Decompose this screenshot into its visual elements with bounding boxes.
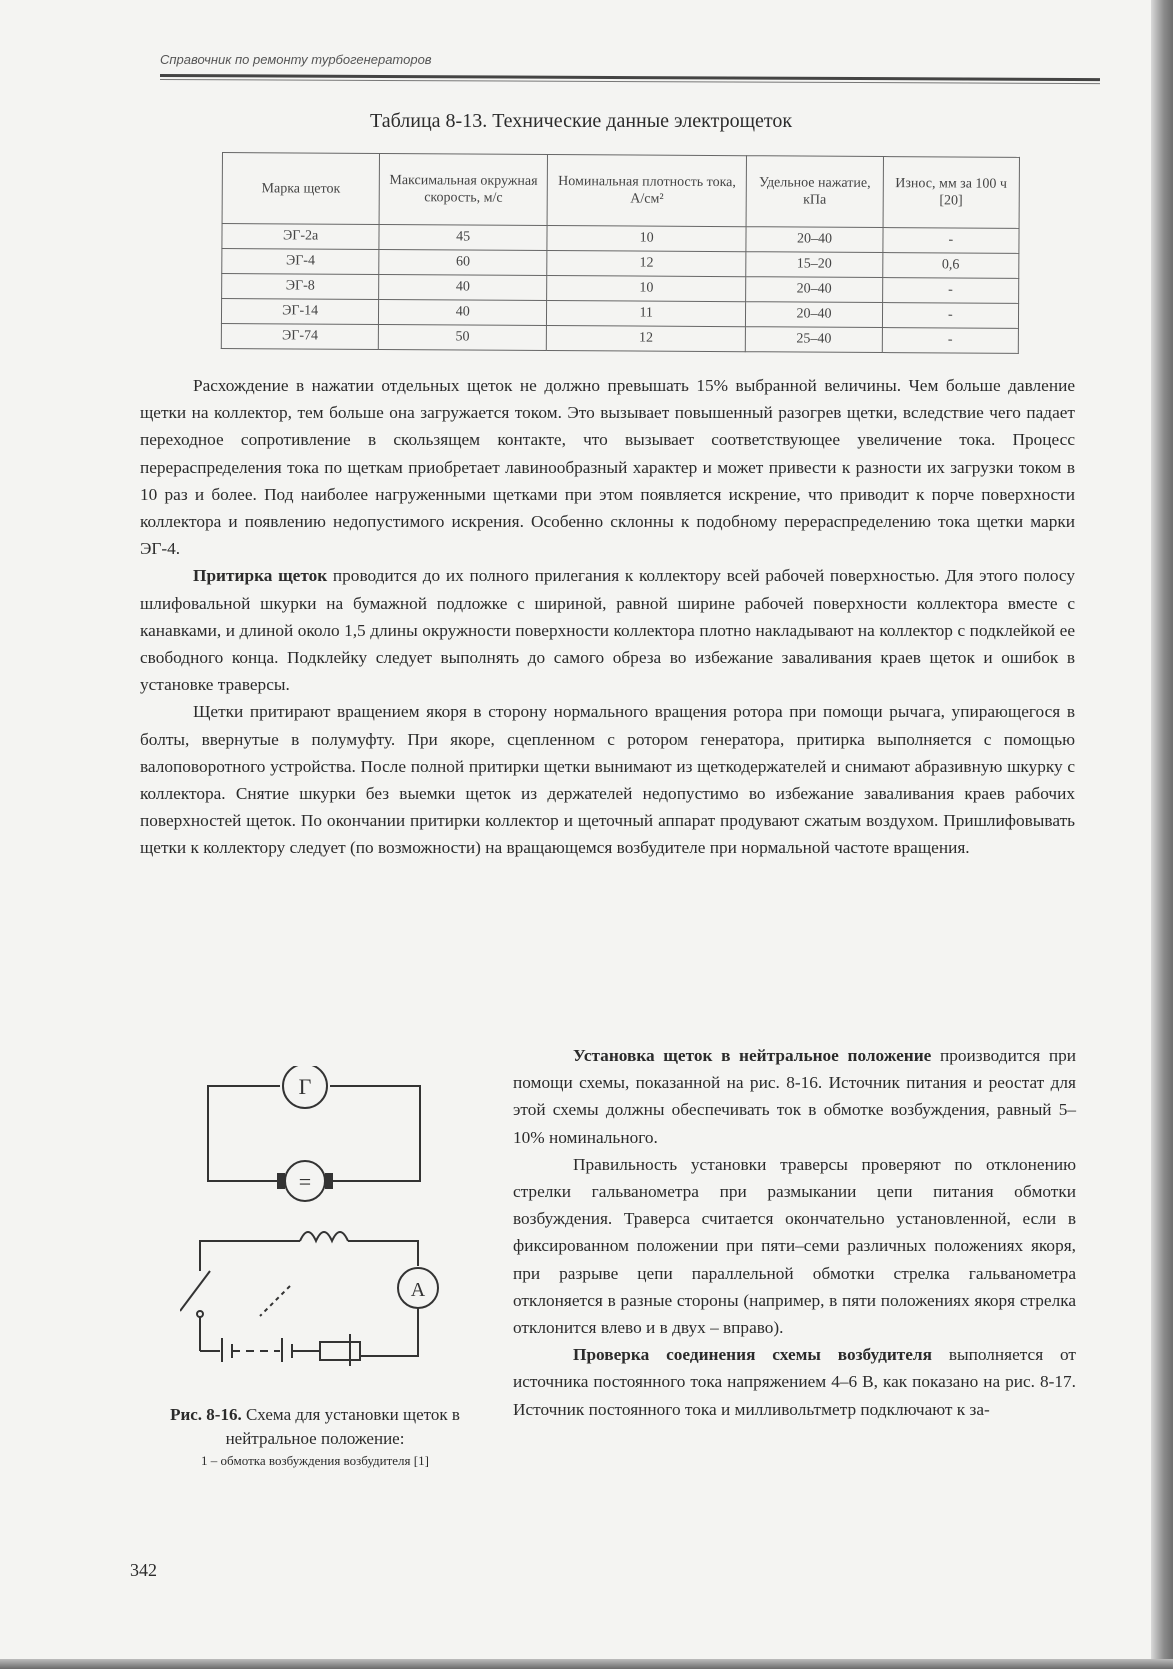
- table-cell: 12: [547, 250, 746, 276]
- lower-loop-right-wire: [348, 1241, 418, 1266]
- table-cell: 20–40: [746, 277, 882, 303]
- table-cell: 0,6: [882, 253, 1018, 279]
- paragraph-lapping-rotation: Щетки притирают вращением якоря в сторону нормального вращения ротора при помощи рычага, упирающегося в болты, ввернутые в полумуфту. При якоре, сцепленном с ротором генератора, притирка выполняется с помощью валоповоротного устройства. После полной притирки щетки вынимают из щеткодержателей и снимают абразивную шкурку с коллектора. Снятие шкурки без выемки щеток из держателей недопустимо во избежание заваливания краев рабочих поверхностей щеток. По окончании притирки коллектор и щеточный аппарат продувают сжатым воздухом. Пришлифовывать щетки к коллектору следует (по возможности) на вращающемся возбудителе при нормальной частоте вращения.: [140, 702, 1075, 858]
- header-cell: Максимальная окружная скорость, м/с: [379, 153, 547, 225]
- dc-symbol-label: =: [298, 1169, 312, 1194]
- table-cell: 40: [379, 299, 547, 325]
- paragraph-neutral-position: [513, 1042, 1076, 1151]
- table-cell: 50: [379, 324, 547, 350]
- ammeter-label: А: [410, 1279, 426, 1301]
- paragraph-heading: Установка щеток в нейтральное положение: [573, 1046, 932, 1065]
- body-text-right-column: [513, 1042, 1076, 1423]
- field-winding: [300, 1232, 348, 1241]
- paragraph-brush-lapping: [140, 562, 1075, 698]
- paragraph-text: производится при помощи схемы, показанной на рис. 8-16. Источник питания и реостат для этой схемы должны обеспечивать ток в обмотке возбуждения, равный 5–10% номинального.: [513, 1046, 1076, 1147]
- galvanometer-label: Г: [298, 1074, 312, 1099]
- header-cell: Марка щеток: [222, 153, 380, 225]
- table-cell: -: [883, 228, 1019, 254]
- body-text-full-width: [140, 372, 1075, 862]
- page-number: 342: [130, 1560, 157, 1580]
- paragraph-traverse-check: Правильность установки траверсы проверяют по отклонению стрелки гальванометра при размыкании цепи питания обмотки возбуждения. Траверса считается окончательно установленной, если в фиксированном положении при пяти–семи различных положениях якоря, при разрыве цепи параллельной обмотки стрелка гальванометра отклоняется в разные стороны (например, в пяти положениях якоря стрелка отклонится влево и в двух – вправо).: [513, 1154, 1076, 1338]
- table-cell: -: [882, 278, 1018, 304]
- figure-caption: [150, 1403, 480, 1471]
- upper-loop-right-wire: [330, 1086, 420, 1181]
- table-cell: 10: [547, 275, 746, 301]
- scan-edge-bottom: [0, 1659, 1173, 1669]
- paragraph-exciter-check: [513, 1341, 1076, 1423]
- lower-loop-top-wire: [200, 1241, 300, 1271]
- caption-text: Схема для установки щеток в нейтральное положение:: [225, 1405, 460, 1448]
- table-cell: -: [882, 328, 1018, 354]
- paragraph-heading: Притирка щеток: [193, 566, 328, 586]
- caption-note: 1 – обмотка возбуждения возбудителя [1]: [201, 1453, 429, 1468]
- table-row: [221, 323, 1018, 353]
- brush-right: [326, 1174, 332, 1188]
- circuit-diagram: [180, 1066, 470, 1386]
- header-cell: Износ, мм за 100 ч [20]: [883, 157, 1020, 229]
- table-cell: 25–40: [746, 327, 882, 353]
- table-cell: 12: [546, 325, 745, 351]
- lower-loop-bottom-wire: [360, 1308, 418, 1356]
- table-cell: -: [882, 303, 1018, 329]
- table-cell: ЭГ-74: [221, 323, 378, 349]
- table-cell: ЭГ-14: [221, 299, 378, 325]
- table-cell: 11: [547, 300, 746, 326]
- paragraph-text: выполняется от источника постоянного тока напряжением 4–6 В, как показано на рис. 8-17. Источник постоянного тока и милливольтметр подключают к за-: [513, 1345, 1076, 1419]
- table-title: Таблица 8-13. Технические данные электрощеток: [370, 110, 793, 132]
- table-cell: 20–40: [746, 227, 882, 253]
- winding-leader: [260, 1286, 290, 1316]
- table-cell: ЭГ-4: [222, 249, 379, 275]
- brush-data-table: [221, 152, 1020, 354]
- table-cell: ЭГ-8: [222, 274, 379, 300]
- running-head: Справочник по ремонту турбогенераторов: [160, 52, 432, 67]
- scan-edge-right: [1151, 0, 1173, 1669]
- table-cell: 15–20: [746, 252, 882, 278]
- header-cell: Номинальная плотность тока, А/см²: [547, 154, 747, 226]
- caption-number: Рис. 8-16.: [170, 1405, 242, 1424]
- paragraph-pressure: Расхождение в нажатии отдельных щеток не должно превышать 15% выбранной величины. Чем больше давление щетки на коллектор, тем больше она загружается током. Это вызывает повышенный разогрев щетки, вследствие чего падает переходное сопротивление в скользящем контакте, что вызывает соответствующее увеличение тока. Процесс перераспределения тока по щеткам приобретает лавинообразный характер и может привести к разности их загрузки током в 10 раз и более. Под наиболее нагруженными щетками при этом появляется искрение, что приводит к порче поверхности коллектора и появлению недопустимого искрения. Особенно склонны к подобному перераспределению тока щетки марки ЭГ-4.: [140, 376, 1075, 559]
- paragraph-text: проводится до их полного прилегания к коллектору всей рабочей поверхностью. Для этого полосу шлифовальной шкурки на бумажной подложке с шириной, равной ширине рабочей поверхности коллектора вместе с канавками, и длиной около 1,5 длины окружности поверхности коллектора плотно накладывают на коллектор с подклейкой ее свободного конца. Подклейку следует выполнять до самого обреза во избежание заваливания краев щеток и ошибок в установке траверсы.: [140, 566, 1075, 695]
- header-cell: Удельное нажатие, кПа: [746, 156, 883, 228]
- upper-loop-left-wire: [208, 1086, 280, 1181]
- table-header-row: [222, 153, 1019, 229]
- brush-left: [278, 1174, 284, 1188]
- table-cell: 10: [547, 225, 746, 251]
- table-cell: 40: [379, 274, 547, 300]
- table-cell: 45: [379, 224, 547, 250]
- table-cell: 60: [379, 249, 547, 275]
- rheostat: [320, 1342, 360, 1360]
- caption-main: [150, 1403, 480, 1451]
- paragraph-heading: Проверка соединения схемы возбудителя: [573, 1345, 932, 1365]
- switch-lever: [180, 1271, 210, 1311]
- table-cell: ЭГ-2а: [222, 224, 379, 250]
- table-cell: 20–40: [746, 302, 882, 328]
